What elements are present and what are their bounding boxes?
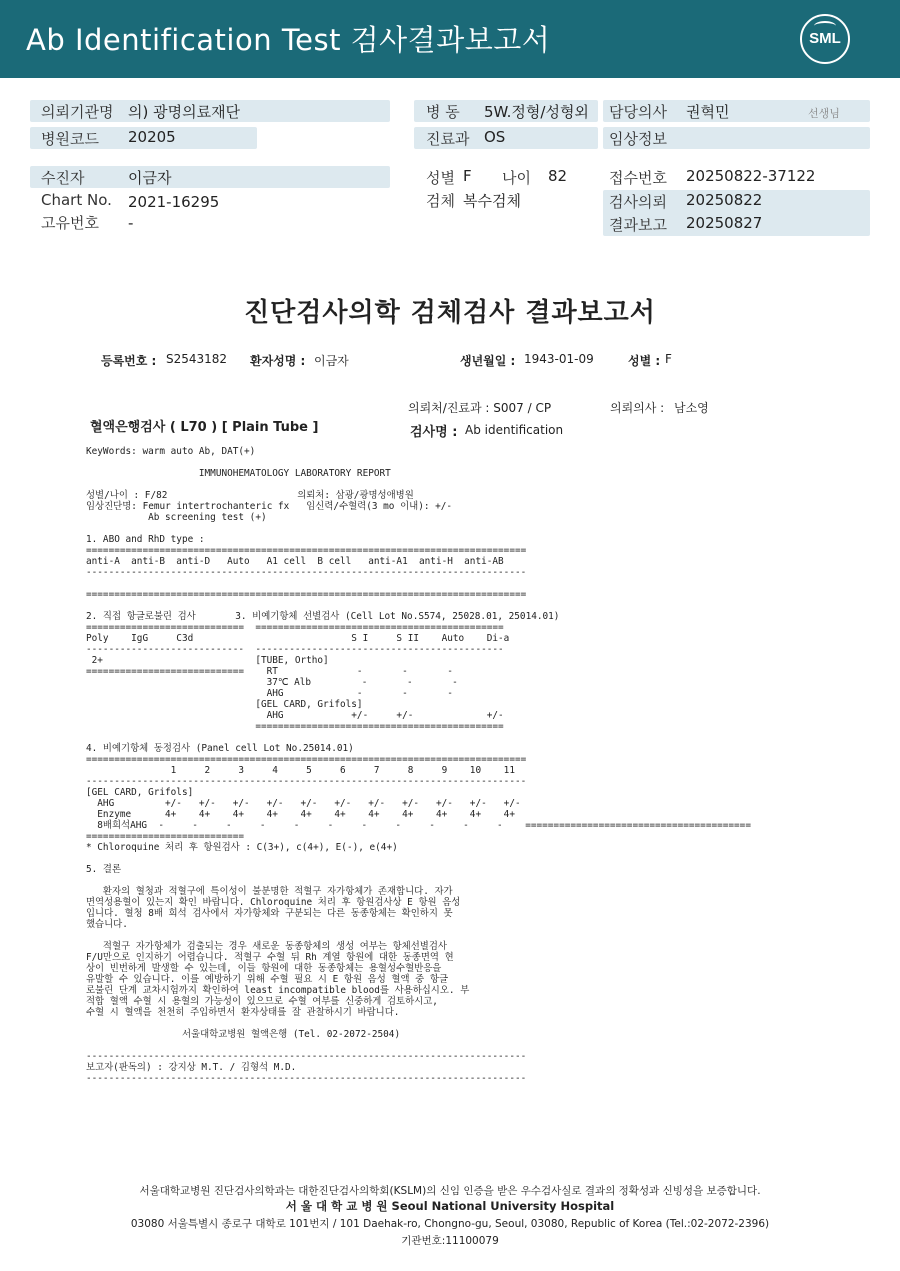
dob-value: 1943-01-09: [524, 352, 594, 366]
test-name-label: 검사명 :: [410, 425, 458, 440]
sml-logo: [800, 14, 850, 64]
chart-no-value: 2021-16295: [128, 193, 220, 211]
specimen-label: 검체: [426, 192, 455, 210]
report-title: Ab Identification Test 검사결과보고서: [26, 23, 551, 57]
unique-no-value: -: [128, 214, 134, 232]
footer-certification: 서울대학교병원 진단검사의학과는 대한진단검사의학회(KSLM)의 신임 인증을 받은 우수검사실로 결과의 정확성과 신빙성을 보증합니다.: [139, 1185, 761, 1197]
doctor-label: 담당의사: [609, 103, 667, 121]
department-label: 진료과: [426, 130, 470, 148]
report-date-label: 결과보고: [609, 216, 667, 234]
ward-value: 5W.정형/성형외: [484, 103, 589, 121]
test-name-value: Ab identification: [465, 423, 564, 437]
req-doctor-value: 남소영: [674, 401, 709, 415]
department-value: OS: [484, 128, 506, 146]
doctor-value: 권혁민: [686, 103, 730, 121]
name-label: 환자성명 :: [250, 354, 306, 368]
name-value: 이금자: [314, 354, 349, 368]
dept-label: 의뢰처/진료과 : S007 / CP: [408, 401, 552, 415]
request-date-label: 검사의뢰: [609, 193, 667, 211]
footer-address: 03080 서울특별시 종로구 대학로 101번지 / 101 Daehak-ro, Chongno-gu, Seoul, 03080, Republic of Korea (Tel.:02-2072-2396): [130, 1218, 770, 1230]
test-title: 혈액은행검사 ( L70 ) [ Plain Tube ]: [90, 420, 319, 435]
request-date-value: 20250822: [686, 191, 763, 209]
patient-label: 수진자: [41, 169, 85, 187]
doc-sex-label: 성별 :: [628, 354, 661, 368]
lab-report-body: KeyWords: warm auto Ab, DAT(+) IMMUNOHEMATOLOGY LABORATORY REPORT 성별/나이 : F/82 의뢰처: 삼광/광명성애병원 임상진단명: Femur intertrochanteric fx 임신력/수혈력(3 mo 이내): +/- Ab screening test (+) 1. ABO and RhD type : ============================================================================== anti-A anti-B anti-D Auto A1 cell B cell anti-A1 anti-H anti-AB ------------------------------------------------------------------------------ ============================================================================== 2. 직접 항글로불린 검사 3. 비예기항체 선별검사 (Cell Lot No.S574, 25028.01, 25014.01) ============================ ============================================ Poly IgG C3d S I S II Auto Di-a ---------------------------- -------------------------------------------- 2+ [TUBE, Ortho] ============================ RT - - - 37℃ Alb - - - AHG - - - [GEL CARD, Grifols] AHG +/- +/- +/- ============================================ 4. 비예기항체 동정검사 (Panel cell Lot No.25014.01) ============================================================================== 1 2 3 4 5 6 7 8 9 10 11 ------------------------------------------------------------------------------ [GEL CARD, Grifols] AHG +/- +/- +/- +/- +/- +/- +/- +/- +/- +/- +/- Enzyme 4+ 4+ 4+ 4+ 4+ 4+ 4+ 4+ 4+ 4+ 4+ 8배희석AHG - - - - - - - - - - - ======================================== ============================ * Chloroquine 처리 후 항원검사 : C(3+), c(4+), E(-), e(4+) 5. 결론 환자의 혈청과 적혈구에 특이성이 불분명한 적혈구 자가항체가 존재합니다. 자가 면역성용혈이 있는지 확인 바랍니다. Chloroquine 처리 후 항원검사상 E 항원 음성 입니다. 혈청 8배 희석 검사에서 자가항체와 구분되는 다른 동종항체는 확인하지 못 했습니다. 적혈구 자가항체가 검출되는 경우 새로운 동종항체의 생성 여부는 항체선별검사 F/U만으로 인지하기 어렵습니다. 적혈구 수혈 뒤 Rh 계열 항원에 대한 동종면역 현 상이 빈번하게 발생할 수 있는데, 이들 항원에 대한 동종항체는 용혈성수혈반응을 유발할 수 있습니다. 이를 예방하기 위해 수혈 필요 시 E 항원 음성 혈액 중 항글 로불린 단계 교차시험까지 확인하여 least incompatible blood를 사용하십시오. 부 적합 혈액 수혈 시 용혈의 가능성이 있으므로 수혈 여부를 신중하게 검토하시고, 수혈 시 혈액을 천천히 주입하면서 환자상태를 잘 관찰하시기 바랍니다. 서울대학교병원 혈액은행 (Tel. 02-2072-2504) ------------------------------------------------------------------------------ 보고자(판독의) : 강지상 M.T. / 김형석 M.D. ------------------------------------------------------------------------------: [86, 446, 751, 1084]
report-date-value: 20250827: [686, 214, 763, 232]
specimen-value: 복수검체: [463, 192, 521, 210]
reg-no-value: S2543182: [166, 352, 228, 366]
sex-label: 성별: [426, 169, 455, 187]
age-value: 82: [548, 167, 568, 185]
logo-text: SML: [809, 30, 841, 47]
ward-label: 병 동: [426, 103, 460, 121]
doc-sex-value: F: [665, 352, 672, 366]
requesting-org-label: 의뢰기관명: [41, 103, 114, 121]
clinical-info-label: 임상정보: [609, 130, 667, 148]
chart-no-label: Chart No.: [41, 191, 112, 209]
dob-label: 생년월일 :: [460, 354, 516, 368]
patient-value: 이금자: [128, 169, 172, 187]
receipt-no-label: 접수번호: [609, 169, 667, 187]
unique-no-label: 고유번호: [41, 214, 99, 232]
hospital-code-label: 병원코드: [41, 130, 99, 148]
age-label: 나이: [502, 169, 531, 187]
document-title: 진단검사의학 검체검사 결과보고서: [244, 298, 656, 328]
receipt-no-value: 20250822-37122: [686, 167, 816, 185]
req-doctor-label: 의뢰의사 :: [610, 401, 665, 415]
doctor-suffix: 선생님: [808, 107, 840, 120]
requesting-org-value: 의) 광명의료재단: [128, 103, 241, 121]
sex-value: F: [463, 167, 472, 185]
hospital-code-value: 20205: [128, 128, 176, 146]
reg-no-label: 등록번호 :: [101, 354, 157, 368]
footer-hospital-name: 서 울 대 학 교 병 원 Seoul National University Hospital: [285, 1199, 615, 1213]
report-header: [0, 0, 900, 78]
footer-institution-no: 기관번호:11100079: [401, 1235, 499, 1247]
